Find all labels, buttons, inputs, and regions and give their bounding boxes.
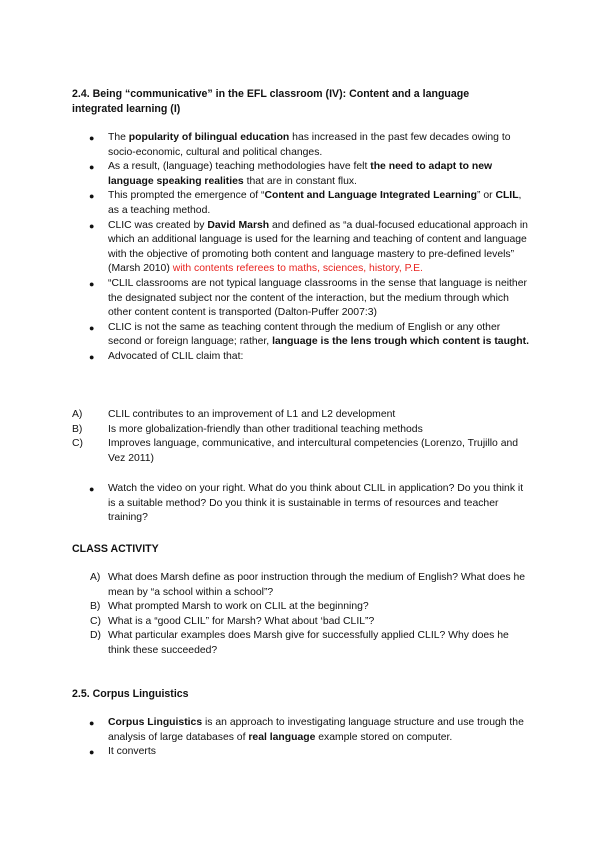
bullet-icon: ● [89,747,95,758]
text-segment: Advocated of CLIL claim that: [108,350,244,362]
bullet-icon: ● [89,278,95,289]
list-item-text: What particular examples does Marsh give for successfully applied CLIL? Why does he think these succeeded? [108,630,509,656]
list-item [90,600,532,615]
class-activity-questions [90,571,532,659]
list-item-text: Improves language, communicative, and intercultural competencies (Lorenzo, Trujillo and Vez 2011) [108,438,519,464]
bullet-icon: ● [89,484,95,494]
text-segment: example stored on computer. [315,731,453,743]
list-item [72,437,532,466]
section-2-5 [72,687,532,702]
section-2-4-bullets [72,131,532,365]
claims-list [72,408,532,466]
text-segment: “CLIL classrooms are not typical language classrooms in the sense that language is neither the designated subject nor the content of the interaction, but the medium through which other content content is transported (Dalton-Puffer 2007:3) [108,277,527,319]
bold-text: CLIL [495,190,519,202]
list-item [72,408,532,423]
list-marker: D) [90,630,101,642]
text-segment: It converts [108,746,156,758]
text-segment: This prompted the emergence of “ [108,190,265,202]
list-item [72,160,532,189]
text-segment: ” or [476,190,496,202]
list-item [72,189,532,218]
video-question: Watch the video on your right. What do you think about CLIL in application? Do you think it is a suitable method? Do you think it is sustainable in terms of resources and teacher training? [108,483,524,524]
list-item-text: What does Marsh define as poor instruction through the medium of English? What does he mean by “a school within a school”? [108,572,526,598]
list-item [72,321,532,350]
bullet-list [72,716,532,760]
bullet-icon: ● [89,718,95,728]
list-item-text: Is more globalization-friendly than other traditional teaching methods [108,423,423,435]
list-item [90,571,532,600]
text-segment: CLIC is not the same as teaching content through the medium of English or any other second or foreign language; rather, [108,321,501,348]
list-item [72,131,532,160]
bold-text: the need to adapt to new language speaking realities [108,161,493,187]
list-item [72,219,532,277]
list-marker: A) [90,572,101,583]
section-2-5-title: 2.5. Corpus Linguistics [72,688,189,700]
annotation-text: with contents referees to maths, sciences, history, P.E. [172,263,423,275]
list-item [90,615,532,630]
bullet-list [72,131,532,365]
bold-text: language is the lens trough which content is taught. [272,336,529,348]
text-segment: CLIC was created by [108,219,208,231]
bold-text: David Marsh [207,219,270,231]
questions-list [90,571,532,659]
list-marker: B) [90,601,101,613]
list-item-text: What is a “good CLIL” for Marsh? What about ‘bad CLIL”? [108,615,375,627]
list-marker: A) [72,409,83,420]
list-item [72,277,532,321]
list-item [72,716,532,745]
list-item-text: What prompted Marsh to work on CLIL at the beginning? [108,601,369,613]
list-marker: C) [90,615,101,627]
text-segment: The [108,132,129,143]
list-item [72,745,532,760]
bullet-icon: ● [89,162,95,173]
bold-text: Content and Language Integrated Learning [264,190,477,202]
class-activity [72,542,532,557]
list-marker: C) [72,438,83,450]
list-item [72,423,532,438]
clil-claims [72,408,532,466]
text-segment: , as a teaching method. [108,190,522,216]
section-2-4-title: 2.4. Being “communicative” in the EFL classroom (IV): Content and a language integrated learning (I) [72,88,470,115]
list-item-text: CLIL contributes to an improvement of L1 and L2 development [108,409,396,420]
section-2-4 [72,87,502,116]
list-marker: B) [72,423,83,435]
bold-text: Corpus Linguistics [108,717,203,728]
bullet-icon: ● [89,133,95,143]
bullet-icon: ● [89,191,95,202]
video-bullet [72,482,532,526]
bold-text: popularity of bilingual education [128,132,290,143]
list-item [72,350,532,365]
text-segment: and defined as “a dual-focused educational approach in which an additional language is used for the learning and teaching of content and language with the objective of promoting both content and language mastery to pre-defined levels” (Marsh 2010) [108,219,528,275]
list-item [90,629,532,658]
text-segment: that are in constant flux. [243,175,357,187]
bullet-icon: ● [89,351,95,362]
bullet-icon: ● [89,322,95,333]
list-item [72,482,532,526]
text-segment: has increased in the past few decades owing to socio-economic, cultural and political changes. [108,132,511,158]
section-2-5-bullets [72,716,532,760]
class-activity-title: CLASS ACTIVITY [72,543,159,555]
bullet-icon: ● [89,220,95,231]
text-segment: As a result, (language) teaching methodologies have felt [108,161,371,173]
text-segment: is an approach to investigating language structure and use trough the analysis of large databases of [108,717,524,743]
bold-text: real language [248,731,316,743]
